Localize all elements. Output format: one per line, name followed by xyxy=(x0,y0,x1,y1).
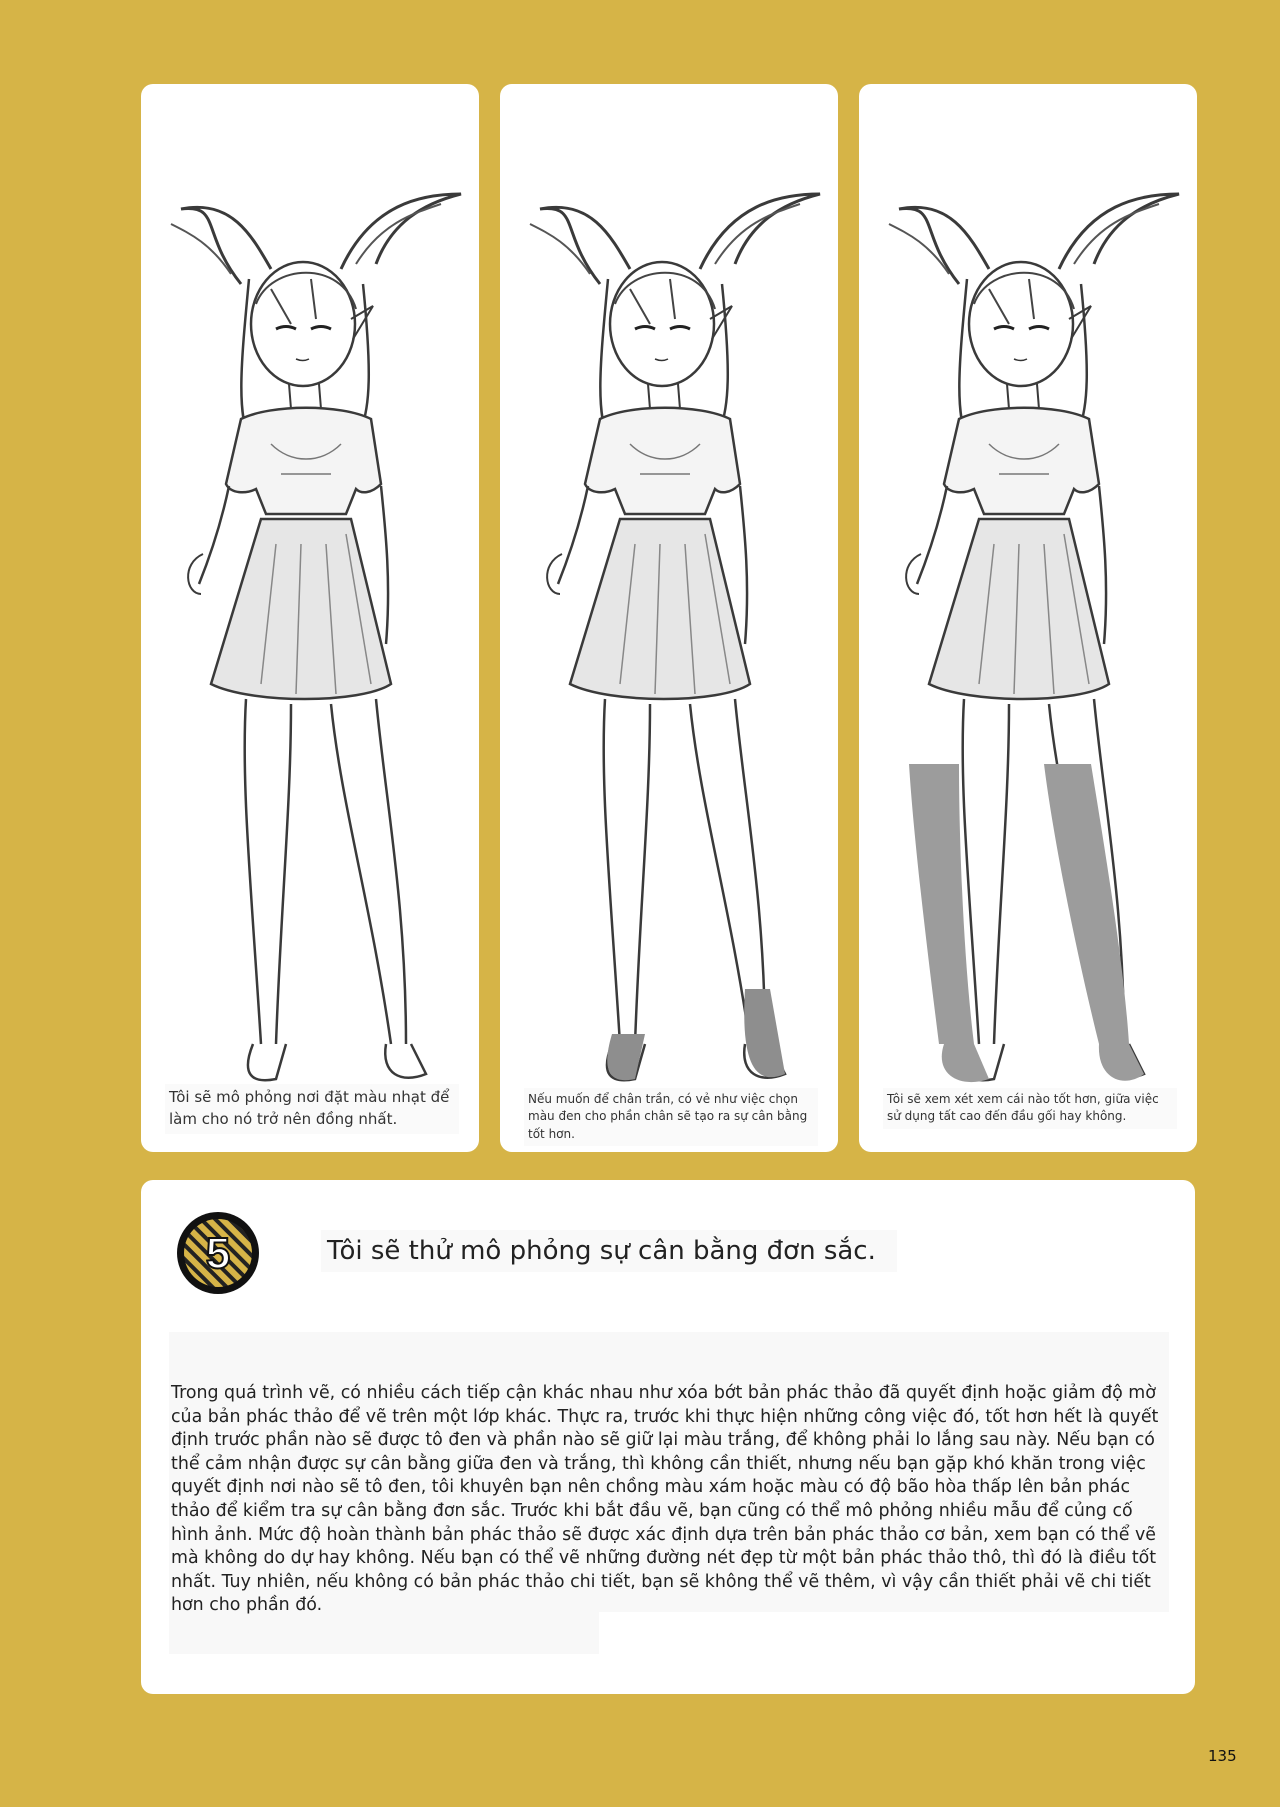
step-text-box xyxy=(141,1180,1195,1694)
text-background xyxy=(169,1612,599,1654)
step-title: Tôi sẽ thử mô phỏng sự cân bằng đơn sắc. xyxy=(321,1230,897,1272)
panel-caption: Nếu muốn để chân trần, có vẻ như việc chọn màu đen cho phần chân sẽ tạo ra sự cân bằng tốt hơn. xyxy=(524,1088,818,1146)
step-number-badge xyxy=(175,1210,261,1296)
panel-caption: Tôi sẽ xem xét xem cái nào tốt hơn, giữa việc sử dụng tất cao đến đầu gối hay không. xyxy=(883,1088,1177,1129)
step-number: 5 xyxy=(205,1229,231,1278)
sketch-illustration xyxy=(500,84,838,1084)
panel-caption: Tôi sẽ mô phỏng nơi đặt màu nhạt để làm cho nó trở nên đồng nhất. xyxy=(165,1084,459,1134)
sketch-panel-1 xyxy=(141,84,479,1152)
body-paragraph: Trong quá trình vẽ, có nhiều cách tiếp cận khác nhau như xóa bớt bản phác thảo đã quyết định hoặc giảm độ mờ của bản phác thảo để vẽ trên một lớp khác. Thực ra, trước khi thực hiện những công việc đó, tốt hơn hết là quyết định trước phần nào sẽ được tô đen và phần nào sẽ giữ lại màu trắng, để không phải lo lắng sau này. Nếu bạn có thể cảm nhận được sự cân bằng giữa đen và trắng, thì không cần thiết, nhưng nếu bạn gặp khó khăn trong việc quyết định nơi nào sẽ tô đen, tôi khuyên bạn nên chồng màu xám hoặc màu có độ bão hòa thấp lên bản phác thảo để kiểm tra sự cân bằng đơn sắc. Trước khi bắt đầu vẽ, bạn cũng có thể mô phỏng nhiều mẫu để củng cố hình ảnh. Mức độ hoàn thành bản phác thảo sẽ được xác định dựa trên bản phác thảo cơ bản, xem bạn có thể vẽ mà không do dự hay không. Nếu bạn có thể vẽ những đường nét đẹp từ một bản phác thảo thô, thì đó là điều tốt nhất. Tuy nhiên, nếu không có bản phác thảo chi tiết, bạn sẽ không thể vẽ thêm, vì vậy cần thiết phải vẽ chi tiết hơn cho phần đó. xyxy=(171,1383,1159,1616)
sketch-panel-3 xyxy=(859,84,1197,1152)
sketch-illustration xyxy=(141,84,479,1084)
page-number: 135 xyxy=(1208,1747,1237,1765)
sketch-panel-2 xyxy=(500,84,838,1152)
sketch-illustration xyxy=(859,84,1197,1084)
